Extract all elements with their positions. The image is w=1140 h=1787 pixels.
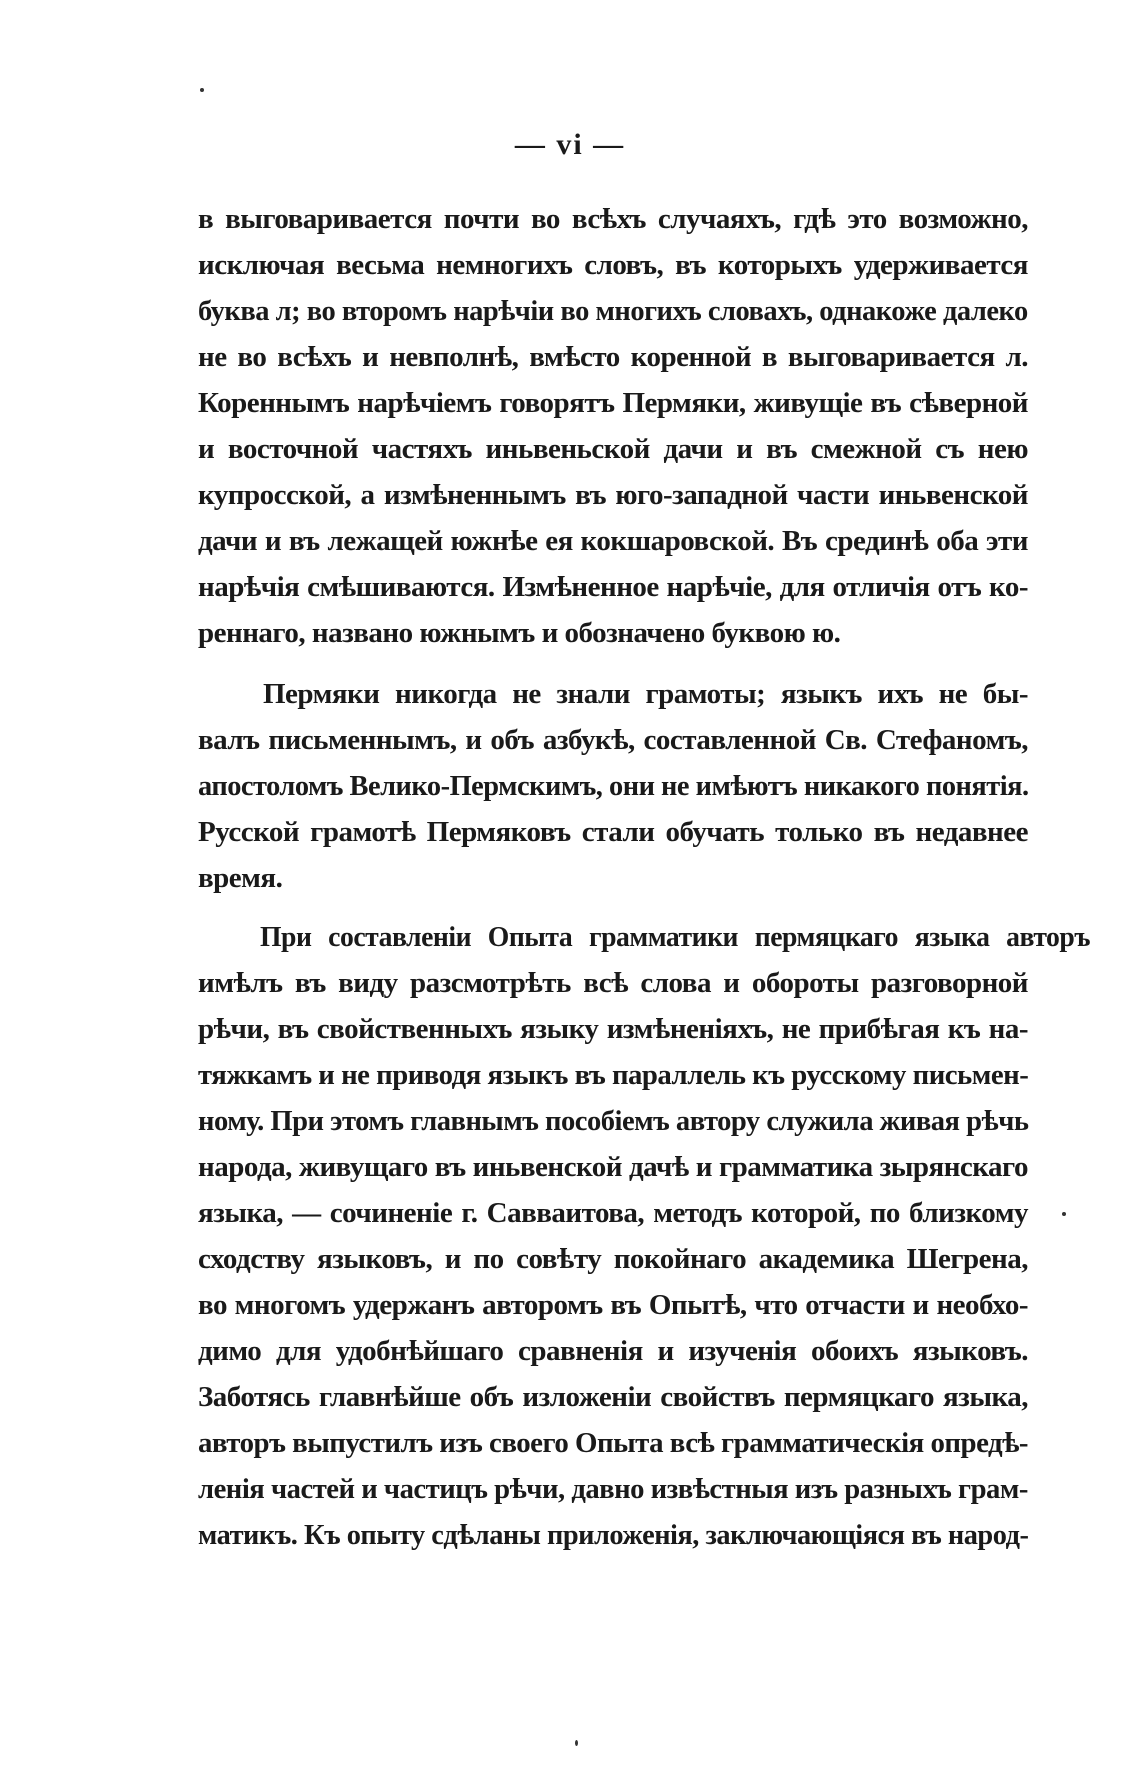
text-line: димо для удобнѣйшаго сравненія и изученія обоихъ языковъ. xyxy=(198,1335,1028,1367)
text-line: матикъ. Къ опыту сдѣланы приложенія, заключающіяся въ народ- xyxy=(198,1519,1029,1551)
text-line: реннаго, названо южнымъ и обозначено буквою ю. xyxy=(198,617,841,649)
text-line: авторъ выпустилъ изъ своего Опыта всѣ грамматическія опредѣ- xyxy=(198,1427,1029,1459)
text-line: Кореннымъ нарѣчіемъ говорятъ Пермяки, живущіе въ сѣверной xyxy=(198,387,1028,419)
scan-speck xyxy=(575,1740,578,1746)
text-line: имѣлъ въ виду разсмотрѣть всѣ слова и обороты разговорной xyxy=(198,967,1028,999)
text-line: Заботясь главнѣйше объ изложеніи свойствъ пермяцкаго языка, xyxy=(198,1381,1028,1413)
text-line: во многомъ удержанъ авторомъ въ Опытѣ, что отчасти и необхо- xyxy=(198,1289,1028,1321)
paragraph-2 xyxy=(198,671,1028,901)
text-line: сходству языковъ, и по совѣту покойнаго академика Шегрена, xyxy=(198,1243,1028,1275)
text-line: и восточной частяхъ иньвеньской дачи и въ смежной съ нею xyxy=(198,433,1028,465)
page-number: — vi — xyxy=(514,128,626,161)
scan-speck xyxy=(1062,1212,1066,1216)
text-line: буква л; во второмъ нарѣчіи во многихъ словахъ, однакоже далеко xyxy=(198,295,1028,327)
scan-speck xyxy=(200,88,204,92)
text-line: ному. При этомъ главнымъ пособіемъ автору служила живая рѣчь xyxy=(198,1105,1029,1137)
text-line: ленія частей и частицъ рѣчи, давно извѣстныя изъ разныхъ грам- xyxy=(198,1473,1028,1505)
text-line: Русской грамотѣ Пермяковъ стали обучать только въ недавнее xyxy=(198,816,1028,848)
text-line: нарѣчія смѣшиваются. Измѣненное нарѣчіе, для отличія отъ ко- xyxy=(198,571,1028,603)
text-line: тяжкамъ и не приводя языкъ въ параллель къ русскому письмен- xyxy=(198,1059,1029,1091)
text-line: языка, — сочиненіе г. Савваитова, методъ которой, по близкому xyxy=(198,1197,1028,1229)
text-line: дачи и въ лежащей южнѣе ея кокшаровской. Въ срединѣ оба эти xyxy=(198,525,1028,557)
text-line: время. xyxy=(198,862,283,894)
text-line: народа, живущаго въ иньвенской дачѣ и грамматика зырянскаго xyxy=(198,1151,1028,1183)
text-line: купросской, а измѣненнымъ въ юго-западной части иньвенской xyxy=(198,479,1028,511)
text-line: рѣчи, въ свойственныхъ языку измѣненіяхъ, не прибѣгая къ на- xyxy=(198,1013,1028,1045)
text-line: в выговаривается почти во всѣхъ случаяхъ, гдѣ это возможно, xyxy=(198,203,1028,235)
text-line: валъ письменнымъ, и объ азбукѣ, составленной Св. Стефаномъ, xyxy=(198,724,1028,756)
text-line: Пермяки никогда не знали грамоты; языкъ ихъ не бы- xyxy=(263,678,1028,710)
paragraph-3 xyxy=(198,914,1090,1558)
text-line: При составленіи Опыта грамматики пермяцкаго языка авторъ xyxy=(260,921,1090,953)
text-line: не во всѣхъ и невполнѣ, вмѣсто коренной в выговаривается л. xyxy=(198,341,1028,373)
text-line: апостоломъ Велико-Пермскимъ, они не имѣютъ никакого понятія. xyxy=(198,770,1029,802)
paragraph-1 xyxy=(198,196,1028,656)
text-line: исключая весьма немногихъ словъ, въ которыхъ удерживается xyxy=(198,249,1028,281)
